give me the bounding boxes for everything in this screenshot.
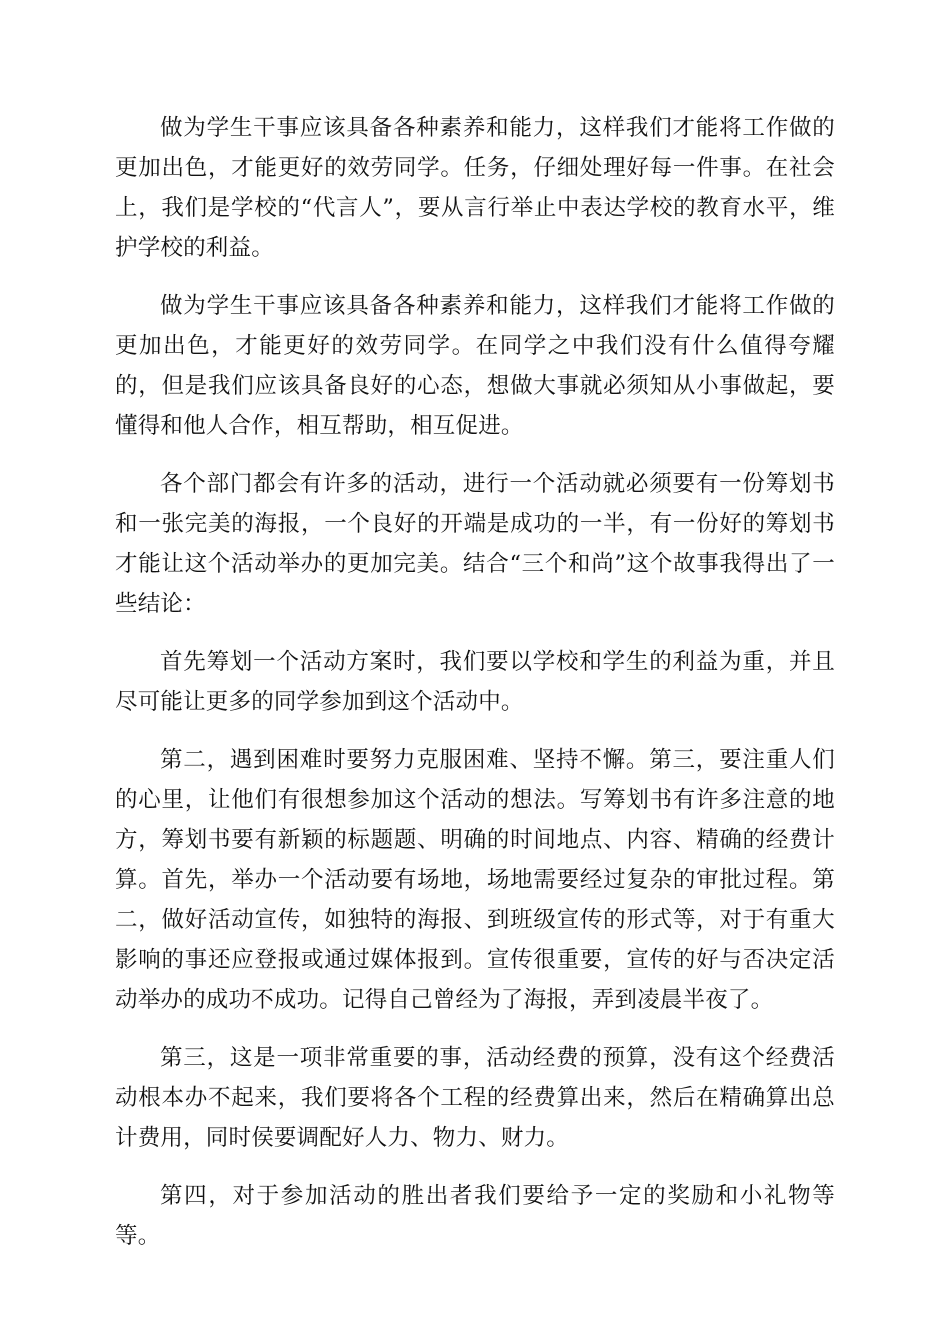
- paragraph-4: 首先筹划一个活动方案时，我们要以学校和学生的利益为重，并且尽可能让更多的同学参加到这个活动中。: [115, 649, 835, 715]
- paragraph-3: 各个部门都会有许多的活动，进行一个活动就必须要有一份筹划书和一张完美的海报，一个良好的开端是成功的一半，有一份好的筹划书才能让这个活动举办的更加完美。结合“三个和尚”这个故事我得出了一些结论：: [115, 471, 835, 617]
- paragraph-6: 第三，这是一项非常重要的事，活动经费的预算，没有这个经费活动根本办不起来，我们要将各个工程的经费算出来，然后在精确算出总计费用，同时侯要调配好人力、物力、财力。: [115, 1045, 835, 1151]
- paragraph-1: 做为学生干事应该具备各种素养和能力，这样我们才能将工作做的更加出色，才能更好的效劳同学。任务，仔细处理好每一件事。在社会上，我们是学校的“代言人”，要从言行举止中表达学校的教育水平，维护学校的利益。: [115, 115, 835, 261]
- paragraph-7: 第四，对于参加活动的胜出者我们要给予一定的奖励和小礼物等等。: [115, 1183, 835, 1249]
- paragraph-2: 做为学生干事应该具备各种素养和能力，这样我们才能将工作做的更加出色，才能更好的效劳同学。在同学之中我们没有什么值得夸耀的，但是我们应该具备良好的心态，想做大事就必须知从小事做起，要懂得和他人合作，相互帮助，相互促进。: [115, 293, 835, 439]
- paragraph-5: 第二，遇到困难时要努力克服困难、坚持不懈。第三，要注重人们的心里，让他们有很想参加这个活动的想法。写筹划书有许多注意的地方，筹划书要有新颖的标题题、明确的时间地点、内容、精确的经费计算。首先，举办一个活动要有场地，场地需要经过复杂的审批过程。第二，做好活动宣传，如独特的海报、到班级宣传的形式等，对于有重大影响的事还应登报或通过媒体报到。宣传很重要，宣传的好与否决定活动举办的成功不成功。记得自己曾经为了海报，弄到凌晨半夜了。: [115, 747, 835, 1013]
